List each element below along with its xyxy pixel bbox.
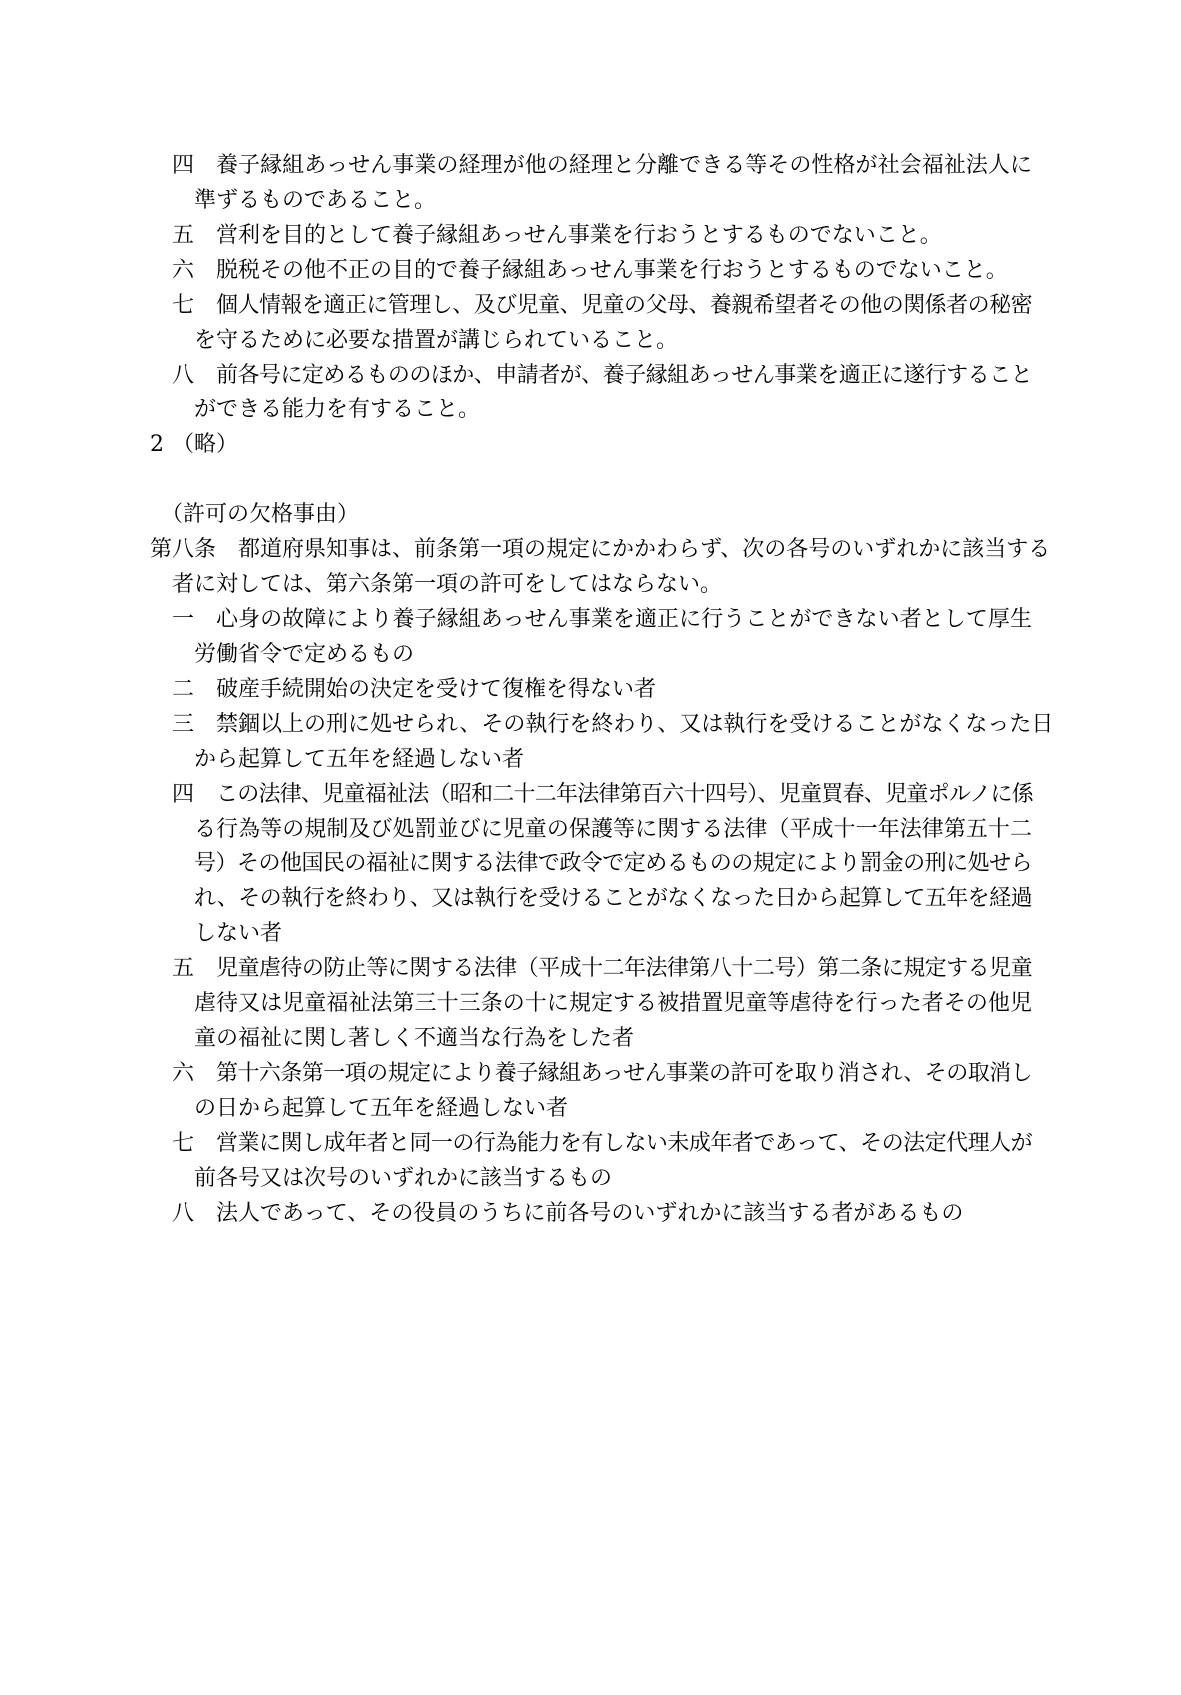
- item-text: 号）その他国民の福祉に関する法律で政令で定めるものの規定により罰金の刑に処せら: [194, 851, 1032, 877]
- item-number: 四: [172, 781, 195, 807]
- item-text: れ、その執行を終わり、又は執行を受けることがなくなった日から起算して五年を経過: [194, 886, 1032, 912]
- item-line: [150, 952, 1032, 987]
- article7-item-4: [150, 149, 1032, 219]
- item-line: [150, 289, 1032, 324]
- item-line: [150, 708, 1054, 743]
- item-text: 児童虐待の防止等に関する法律（平成十二年法律第八十二号）第二条に規定する児童: [216, 956, 1032, 982]
- item-line: [150, 778, 1032, 813]
- item-number: 八: [172, 1200, 195, 1226]
- caption-text: （許可の欠格事由）: [161, 502, 360, 528]
- item-line: [150, 917, 1032, 952]
- item-number: 五: [172, 222, 195, 248]
- item-text: 養子縁組あっせん事業の経理が他の経理と分離できる等その性格が社会福祉法人に: [216, 153, 1032, 178]
- item-text: 労働省令で定めるもの: [194, 641, 415, 667]
- item-text: ができる能力を有すること。: [194, 397, 481, 423]
- item-number: 一: [172, 606, 195, 632]
- item-line: [150, 254, 1032, 289]
- item-line: [150, 603, 1032, 638]
- item-line: [150, 1197, 1032, 1232]
- item-line: [150, 1127, 1032, 1162]
- item-line: [150, 324, 1032, 359]
- item-text: 心身の故障により養子縁組あっせん事業を適正に行うことができない者として厚生: [216, 606, 1032, 632]
- paragraph-text: （略）: [172, 432, 239, 458]
- item-line: [150, 1162, 1032, 1197]
- article-number: 第八条: [150, 537, 217, 563]
- item-text: 準ずるものであること。: [194, 187, 437, 213]
- item-line: [150, 673, 1032, 708]
- article8-item-3: [150, 708, 1054, 778]
- item-number: 六: [172, 257, 195, 283]
- item-text: る行為等の規制及び処罰並びに児童の保護等に関する法律（平成十一年法律第五十二: [194, 816, 1032, 842]
- item-number: 六: [172, 1060, 195, 1086]
- item-line: [150, 1057, 1032, 1092]
- article-text: 都道府県知事は、前条第一項の規定にかかわらず、次の各号のいずれかに該当する: [238, 537, 1051, 563]
- article8-heading: [150, 533, 1051, 603]
- item-number: 七: [172, 1130, 195, 1156]
- item-number: 八: [172, 362, 195, 388]
- item-text: の日から起算して五年を経過しない者: [194, 1095, 569, 1121]
- item-text: から起算して五年を経過しない者: [194, 746, 525, 772]
- item-text: 禁錮以上の刑に処せられ、その執行を終わり、又は執行を受けることがなくなった日: [216, 711, 1054, 737]
- article8-item-5: [150, 952, 1032, 1057]
- article-line: [150, 533, 1051, 568]
- article7-item-6: [150, 254, 1032, 289]
- article8-item-8: [150, 1197, 1032, 1232]
- item-text: 前各号又は次号のいずれかに該当するもの: [194, 1165, 613, 1191]
- item-text: 営業に関し成年者と同一の行為能力を有しない未成年者であって、その法定代理人が: [216, 1130, 1032, 1156]
- article7-item-8: [150, 359, 1032, 429]
- paragraph-number: 2: [150, 432, 164, 458]
- article8-item-1: [150, 603, 1032, 673]
- item-text: 法人であって、その役員のうちに前各号のいずれかに該当する者があるもの: [216, 1200, 964, 1226]
- item-line: [150, 184, 1032, 219]
- blank-line: [150, 463, 1032, 498]
- item-text: 虐待又は児童福祉法第三十三条の十に規定する被措置児童等虐待を行った者その他児: [194, 991, 1032, 1017]
- item-line: [150, 393, 1032, 428]
- item-line: [150, 882, 1032, 917]
- item-number: 五: [172, 956, 195, 982]
- item-line: [150, 987, 1032, 1022]
- article7-paragraph-2: [150, 428, 1032, 463]
- item-text: 破産手続開始の決定を受けて復権を得ない者: [216, 676, 657, 702]
- item-number: 二: [172, 676, 195, 702]
- item-text: を守るために必要な措置が講じられていること。: [194, 327, 679, 353]
- item-line: [150, 1092, 1032, 1127]
- article8-item-2: [150, 673, 1032, 708]
- article-line: [150, 568, 1032, 603]
- item-line: [150, 743, 1032, 778]
- paragraph-line: [150, 428, 1032, 463]
- item-line: [150, 149, 1032, 184]
- item-line: [150, 359, 1032, 394]
- article7-item-5: [150, 219, 1032, 254]
- item-number: 三: [172, 711, 195, 737]
- document-page: [150, 149, 1054, 1232]
- article8-item-6: [150, 1057, 1032, 1127]
- article7-item-7: [150, 289, 1032, 359]
- item-text: 前各号に定めるもののほか、申請者が、養子縁組あっせん事業を適正に遂行すること: [216, 362, 1032, 388]
- item-text: 個人情報を適正に管理し、及び児童、児童の父母、養親希望者その他の関係者の秘密: [216, 292, 1032, 318]
- article-text: 者に対しては、第六条第一項の許可をしてはならない。: [172, 572, 723, 598]
- article8-caption: [150, 498, 1032, 533]
- item-line: [150, 813, 1032, 848]
- caption-line: [150, 498, 1032, 533]
- article8-item-4: [150, 778, 1032, 953]
- item-line: [150, 219, 1032, 254]
- item-text: この法律、児童福祉法（昭和二十二年法律第百六十四号）、児童買春、児童ポルノに係: [216, 781, 1032, 807]
- item-text: 営利を目的として養子縁組あっせん事業を行おうとするものでないこと。: [216, 222, 942, 248]
- item-line: [150, 847, 1032, 882]
- item-number: 四: [172, 153, 195, 178]
- item-text: 第十六条第一項の規定により養子縁組あっせん事業の許可を取り消され、その取消し: [216, 1060, 1032, 1086]
- article8-item-7: [150, 1127, 1032, 1197]
- item-text: 脱税その他不正の目的で養子縁組あっせん事業を行おうとするものでないこと。: [216, 257, 1008, 283]
- item-number: 七: [172, 292, 195, 318]
- item-text: しない者: [194, 921, 283, 947]
- item-line: [150, 1022, 1032, 1057]
- item-text: 童の福祉に関し著しく不適当な行為をした者: [194, 1026, 635, 1052]
- item-line: [150, 638, 1032, 673]
